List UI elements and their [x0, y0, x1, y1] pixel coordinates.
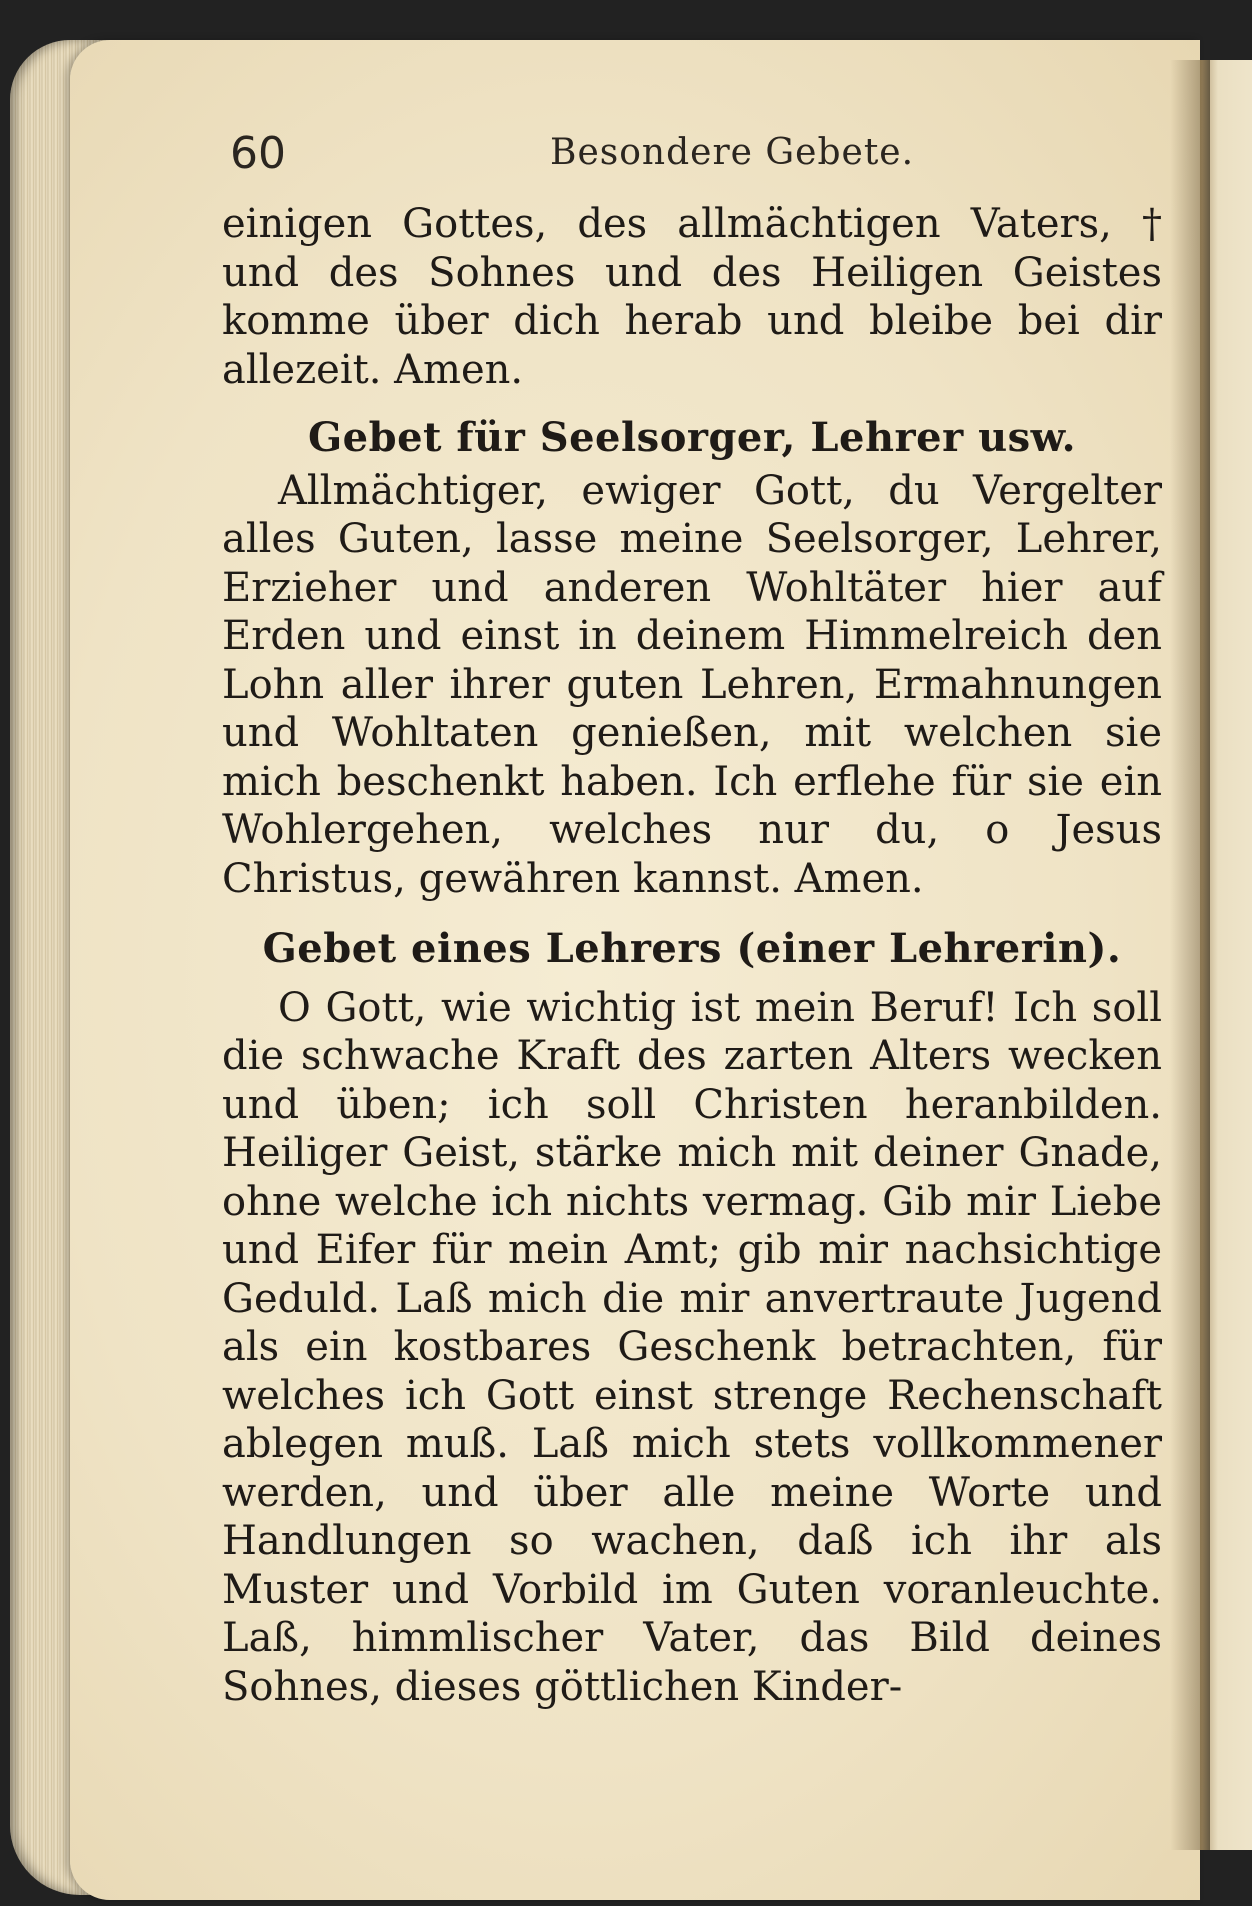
page-number: 60: [230, 128, 286, 179]
section-heading-lehrer: Gebet eines Lehrers (einer Lehrerin).: [262, 925, 1122, 972]
page-text: [222, 200, 1162, 1711]
section-heading-seelsorger: Gebet für Seelsorger, Lehrer usw.: [307, 414, 1077, 461]
paragraph-prayer-lehrer: O Gott, wie wichtig ist mein Beruf! Ich soll die schwache Kraft des zarten Alters wecken und üben; ich soll Christen heranbilden. Heiliger Geist, stärke mich mit deiner Gnade, ohne welche ich nichts vermag. Gib mir Liebe und Eifer für mein Amt; gib mir nachsichtige Geduld. Laß mich die mir anvertraute Jugend als ein kostbares Geschenk betrachten, für welches ich Gott einst strenge Rechenschaft ablegen muß. Laß mich stets vollkommener werden, und über alle meine Worte und Handlungen so wachen, daß ich ihr als Muster und Vorbild im Guten voranleuchte. Laß, himmlischer Vater, das Bild deines Sohnes, dieses göttlichen Kinder-: [222, 984, 1162, 1710]
gutter-shadow: [1170, 60, 1210, 1850]
running-title: Besondere Gebete.: [550, 132, 915, 173]
paragraph-continuation: einigen Gottes, des allmächtigen Vaters, † und des Sohnes und des Heiligen Geistes komme über dich herab und bleibe bei dir allezeit. Amen.: [222, 201, 1162, 393]
paragraph-prayer-seelsorger: Allmächtiger, ewiger Gott, du Vergelter alles Guten, lasse meine Seelsorger, Lehrer, Erzieher und anderen Wohltäter hier auf Erden und einst in deinem Himmelreich den Lohn aller ihrer guten Lehren, Ermahnungen und Wohltaten genießen, mit welchen sie mich beschenkt haben. Ich erflehe für sie ein Wohlergehen, welches nur du, o Jesus Christus, gewähren kannst. Amen.: [222, 467, 1162, 902]
page-header: [230, 128, 1165, 188]
